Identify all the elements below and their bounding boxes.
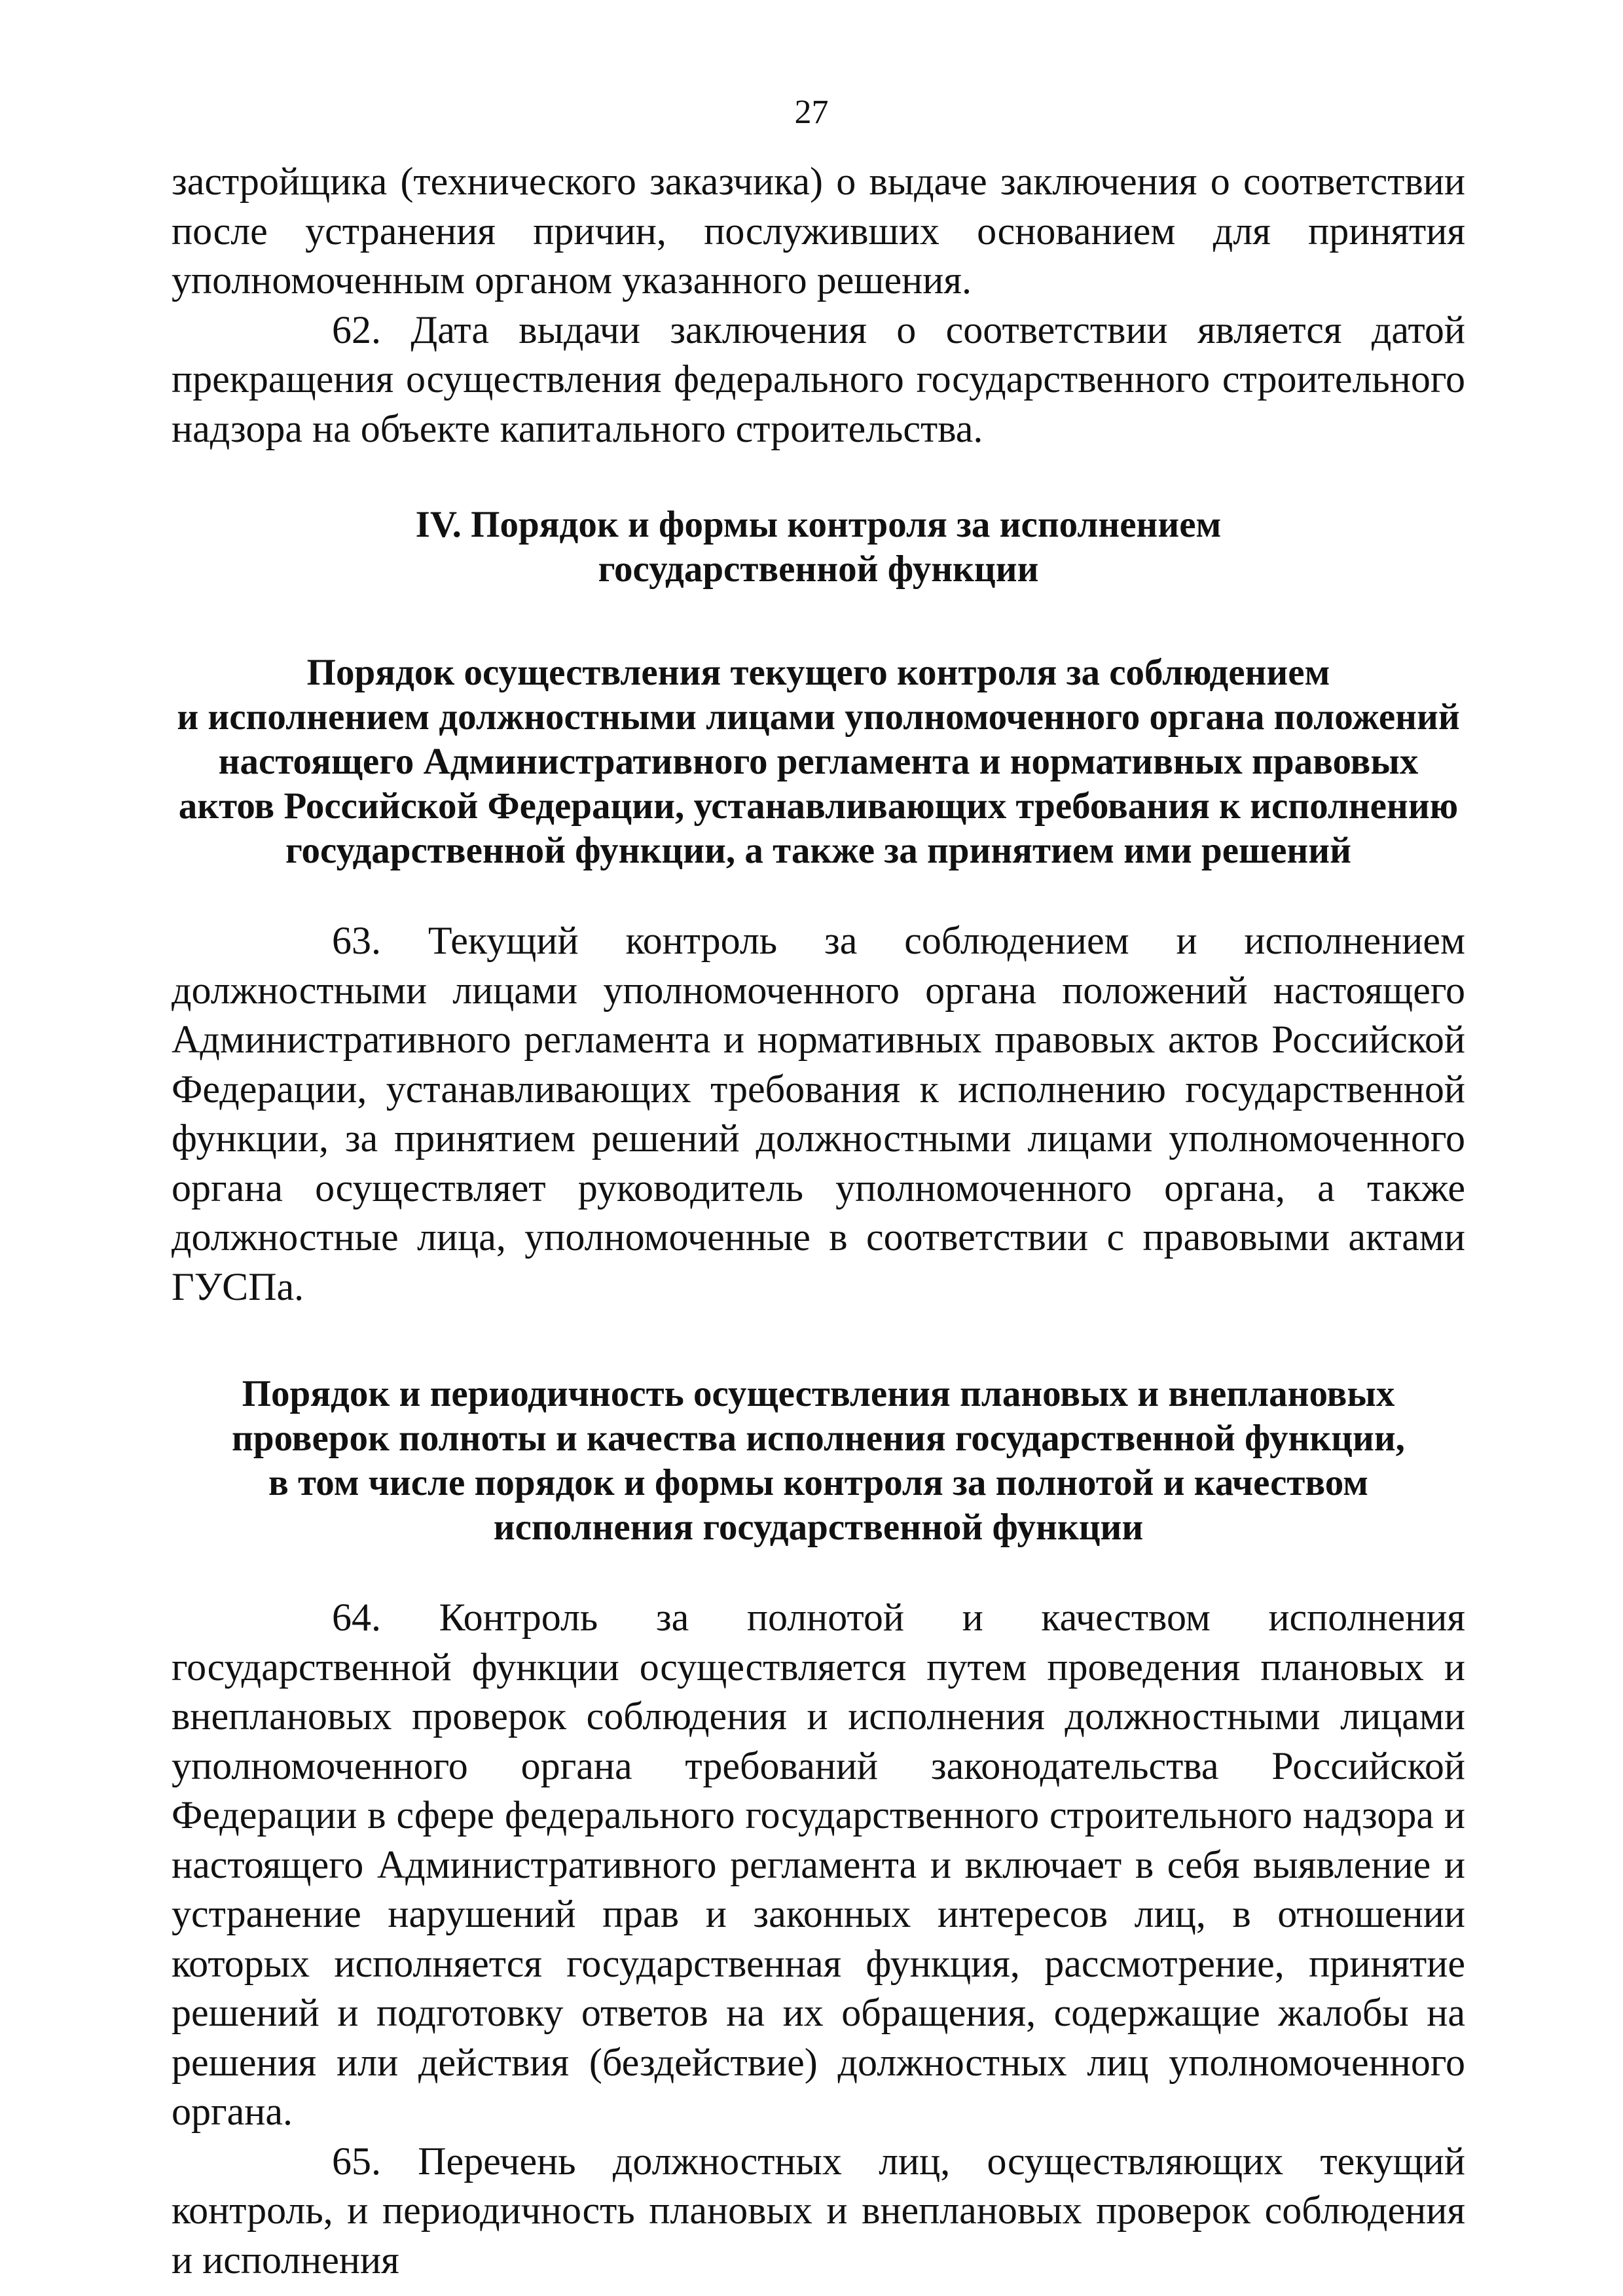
inspections-heading-line: Порядок и периодичность осуществления плановых и внеплановых [242,1373,1395,1414]
paragraph-65: 65. Перечень должностных лиц, осуществляющих текущий контроль, и периодичность плановых и внеплановых проверок соблюдения и исполнения [172,2139,1465,2282]
inspections-heading-line: исполнения государственной функции [493,1507,1144,1548]
page-number: 27 [794,94,829,131]
spacer [172,454,1465,503]
current-control-heading-line: Порядок осуществления текущего контроля за соблюдением [306,652,1330,693]
current-control-heading-line: государственной функции, а также за принятием ими решений [285,830,1351,871]
paragraph-62: 62. Дата выдачи заключения о соответствии является датой прекращения осуществления федерального государственного строительного надзора на объекте капитального строительства. [172,308,1465,450]
spacer [172,592,1465,651]
section-iv-heading [172,503,1465,592]
page-content [172,157,1465,2285]
section-iv-heading-line: государственной функции [598,548,1039,590]
inspections-heading-line: проверок полноты и качества исполнения государственной функции, [232,1418,1405,1459]
current-control-heading [172,651,1465,873]
inspections-heading [172,1372,1465,1550]
inspections-heading-line: в том числе порядок и формы контроля за полнотой и качеством [268,1462,1368,1503]
paragraph-61-continuation: застройщика (технического заказчика) о выдаче заключения о соответствии после устранения причин, послуживших основанием для принятия уполномоченным органом указанного решения. [172,160,1465,302]
spacer [172,873,1465,916]
paragraph-63: 63. Текущий контроль за соблюдением и исполнением должностными лицами уполномоченного органа положений настоящего Административного регламента и нормативных правовых актов Российской Федерации, устанавливающих требования к исполнению государственной функции, за принятием решений должностными лицами уполномоченного органа осуществляет руководитель уполномоченного органа, а также должностные лица, уполномоченные в соответствии с правовыми актами ГУСПа. [172,919,1465,1308]
current-control-heading-line: актов Российской Федерации, устанавливающих требования к исполнению [178,785,1459,827]
current-control-heading-line: и исполнением должностными лицами уполномоченного органа положений [177,696,1460,738]
spacer [172,1312,1465,1372]
section-iv-heading-line: IV. Порядок и формы контроля за исполнением [415,504,1222,545]
paragraph-64: 64. Контроль за полнотой и качеством исполнения государственной функции осуществляется путем проведения плановых и внеплановых проверок соблюдения и исполнения должностными лицами уполномоченного органа требований законодательства Российской Федерации в сфере федерального государственного строительного надзора и настоящего Административного регламента и включает в себя выявление и устранение нарушений прав и законных интересов лиц, в отношении которых исполняется государственная функция, рассмотрение, принятие решений и подготовку ответов на их обращения, содержащие жалобы на решения или действия (бездействие) должностных лиц уполномоченного органа. [172,1596,1465,2133]
current-control-heading-line: настоящего Административного регламента и нормативных правовых [218,741,1419,782]
spacer [172,1550,1465,1593]
